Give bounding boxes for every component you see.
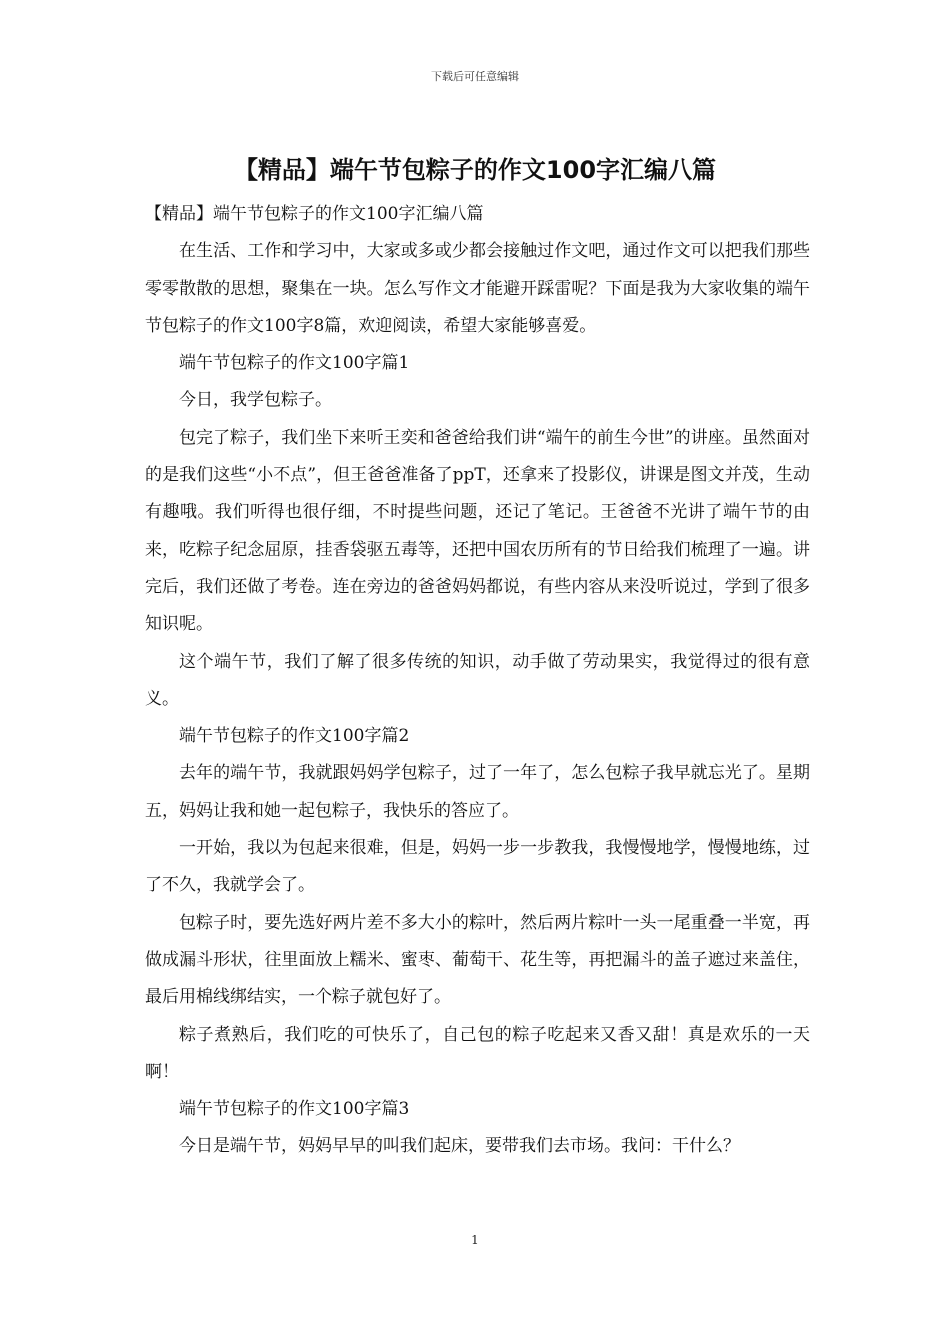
paragraph: 在生活、工作和学习中，大家或多或少都会接触过作文吧，通过作文可以把我们那些零零散散的思想，聚集在一块。怎么写作文才能避开踩雷呢？下面是我为大家收集的端午节包粽子的作文100字8篇，欢迎阅读，希望大家能够喜爱。 bbox=[145, 241, 810, 336]
paragraph: 包粽子时，要先选好两片差不多大小的粽叶，然后两片粽叶一头一尾重叠一半宽，再做成漏斗形状，往里面放上糯米、蜜枣、葡萄干、花生等，再把漏斗的盖子遮过来盖住，最后用棉线绑结实，一个粽子就包好了。 bbox=[145, 912, 810, 1008]
paragraph-subtitle: 【精品】端午节包粽子的作文100字汇编八篇 bbox=[145, 204, 484, 224]
page-number: 1 bbox=[471, 1233, 479, 1247]
paragraph: 一开始，我以为包起来很难，但是，妈妈一步一步教我，我慢慢地学，慢慢地练，过了不久，我就学会了。 bbox=[145, 838, 810, 896]
document-body bbox=[145, 196, 810, 1166]
document-title: 【精品】端午节包粽子的作文100字汇编八篇 bbox=[233, 156, 717, 184]
paragraph: 去年的端午节，我就跟妈妈学包粽子，过了一年了，怎么包粽子我早就忘光了。星期五，妈妈让我和她一起包粽子，我快乐的答应了。 bbox=[145, 763, 810, 821]
section-heading-1: 端午节包粽子的作文100字篇1 bbox=[179, 353, 410, 374]
paragraph: 这个端午节，我们了解了很多传统的知识，动手做了劳动果实，我觉得过的很有意义。 bbox=[145, 651, 810, 709]
section-heading-2: 端午节包粽子的作文100字篇2 bbox=[179, 726, 410, 747]
paragraph: 今日是端午节，妈妈早早的叫我们起床，要带我们去市场。我问：干什么？ bbox=[179, 1136, 740, 1157]
paragraph: 包完了粽子，我们坐下来听王奕和爸爸给我们讲“端午的前生今世”的讲座。虽然面对的是我们这些“小不点”，但王爸爸准备了ppT，还拿来了投影仪，讲课是图文并茂，生动有趣哦。我们听得也很仔细，不时提些问题，还记了笔记。王爸爸不光讲了端午节的由来，吃粽子纪念屈原，挂香袋驱五毒等，还把中国农历所有的节日给我们梳理了一遍。讲完后，我们还做了考卷。连在旁边的爸爸妈妈都说，有些内容从来没听说过，学到了很多知识呢。 bbox=[145, 427, 810, 635]
section-heading-3: 端午节包粽子的作文100字篇3 bbox=[179, 1099, 410, 1120]
paragraph: 今日，我学包粽子。 bbox=[179, 390, 332, 411]
header-note: 下载后可任意编辑 bbox=[431, 70, 519, 83]
paragraph: 粽子煮熟后，我们吃的可快乐了，自己包的粽子吃起来又香又甜！真是欢乐的一天啊！ bbox=[145, 1024, 810, 1082]
